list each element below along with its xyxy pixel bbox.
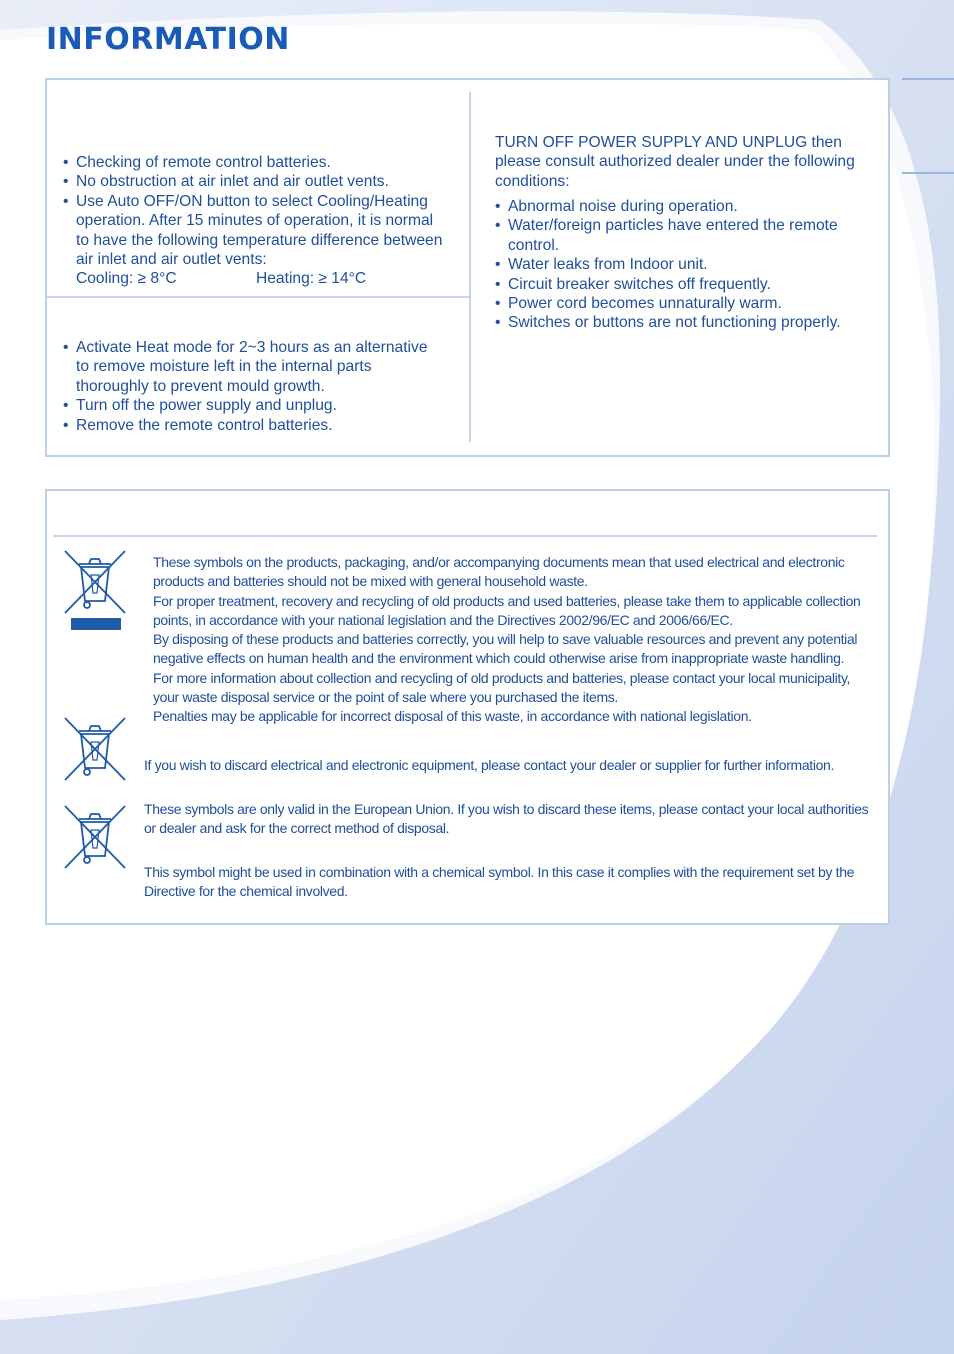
eu-note: These symbols are only valid in the European Union. If you wish to discard these items, please contact your local authorities or dealer and ask for the correct method of disposal.	[144, 801, 869, 837]
column-divider	[469, 92, 471, 442]
temperature-values	[76, 269, 443, 288]
list-item: • Power cord becomes unnaturally warm.	[495, 294, 865, 313]
long-period-list	[63, 338, 443, 435]
crossed-out-wheelie-bin-icon	[63, 804, 127, 870]
heating-value: Heating: ≥ 14°C	[256, 270, 367, 288]
list-item: • Water leaks from Indoor unit.	[495, 255, 865, 274]
list-item: • Activate Heat mode for 2~3 hours as an alternative to remove moisture left in the internal parts thoroughly to prevent mould growth.	[63, 338, 443, 396]
consult-lead: TURN OFF POWER SUPPLY AND UNPLUG then please consult authorized dealer under the following conditions:	[495, 134, 855, 190]
chemical-note: This symbol might be used in combination with a chemical symbol. In this case it complies with the requirement set by the Directive for the chemical involved.	[144, 864, 855, 900]
list-item: • Switches or buttons are not functioning properly.	[495, 313, 865, 332]
list-item: • Water/foreign particles have entered the remote control.	[495, 216, 865, 255]
paragraph: Penalties may be applicable for incorrect disposal of this waste, in accordance with national legislation.	[153, 708, 752, 725]
paragraph: These symbols on the products, packaging, and/or accompanying documents mean that used electrical and electronic products and batteries should not be mixed with general household waste.	[153, 554, 845, 590]
list-item	[63, 192, 443, 289]
dealer-note: If you wish to discard electrical and electronic equipment, please contact your dealer or supplier for further information.	[144, 757, 834, 773]
section-divider	[47, 296, 470, 298]
care-panel	[45, 78, 890, 457]
recycling-paragraphs	[153, 553, 873, 727]
checklist	[63, 153, 443, 289]
black-bar-symbol	[71, 618, 121, 630]
side-divider-top	[902, 78, 954, 80]
list-item: • Turn off the power supply and unplug.	[63, 396, 443, 415]
list-item: • Remove the remote control batteries.	[63, 416, 443, 435]
side-divider-bottom	[902, 172, 954, 174]
list-item: • Circuit breaker switches off frequently.	[495, 275, 865, 294]
paragraph: For proper treatment, recovery and recycling of old products and used batteries, please take them to applicable collection points, in accordance with your national legislation and the Directives 2002/96/EC and 2006/66/EC.	[153, 592, 861, 628]
list-item: • No obstruction at air inlet and air outlet vents.	[63, 172, 443, 191]
recycling-panel	[45, 489, 890, 925]
crossed-out-wheelie-bin-icon	[63, 549, 127, 615]
list-item: • Checking of remote control batteries.	[63, 153, 443, 172]
consult-list	[495, 197, 865, 333]
header-divider	[53, 535, 877, 537]
cooling-value: Cooling: ≥ 8°C	[76, 270, 177, 288]
paragraph: For more information about collection and recycling of old products and batteries, please contact your local municipality, your waste disposal service or the point of sale where you purchased the items.	[153, 669, 851, 706]
list-item-text: Use Auto OFF/ON button to select Cooling/Heating operation. After 15 minutes of operation, it is normal to have the following temperature difference between air inlet and air outlet vents:	[76, 192, 443, 269]
list-item: • Abnormal noise during operation.	[495, 197, 865, 216]
paragraph: By disposing of these products and batteries correctly, you will help to save valuable resources and prevent any potential negative effects on human health and the environment which could otherwise arise from inappropriate waste handling.	[153, 631, 858, 667]
page-title: INFORMATION	[46, 22, 290, 57]
crossed-out-wheelie-bin-icon	[63, 716, 127, 782]
